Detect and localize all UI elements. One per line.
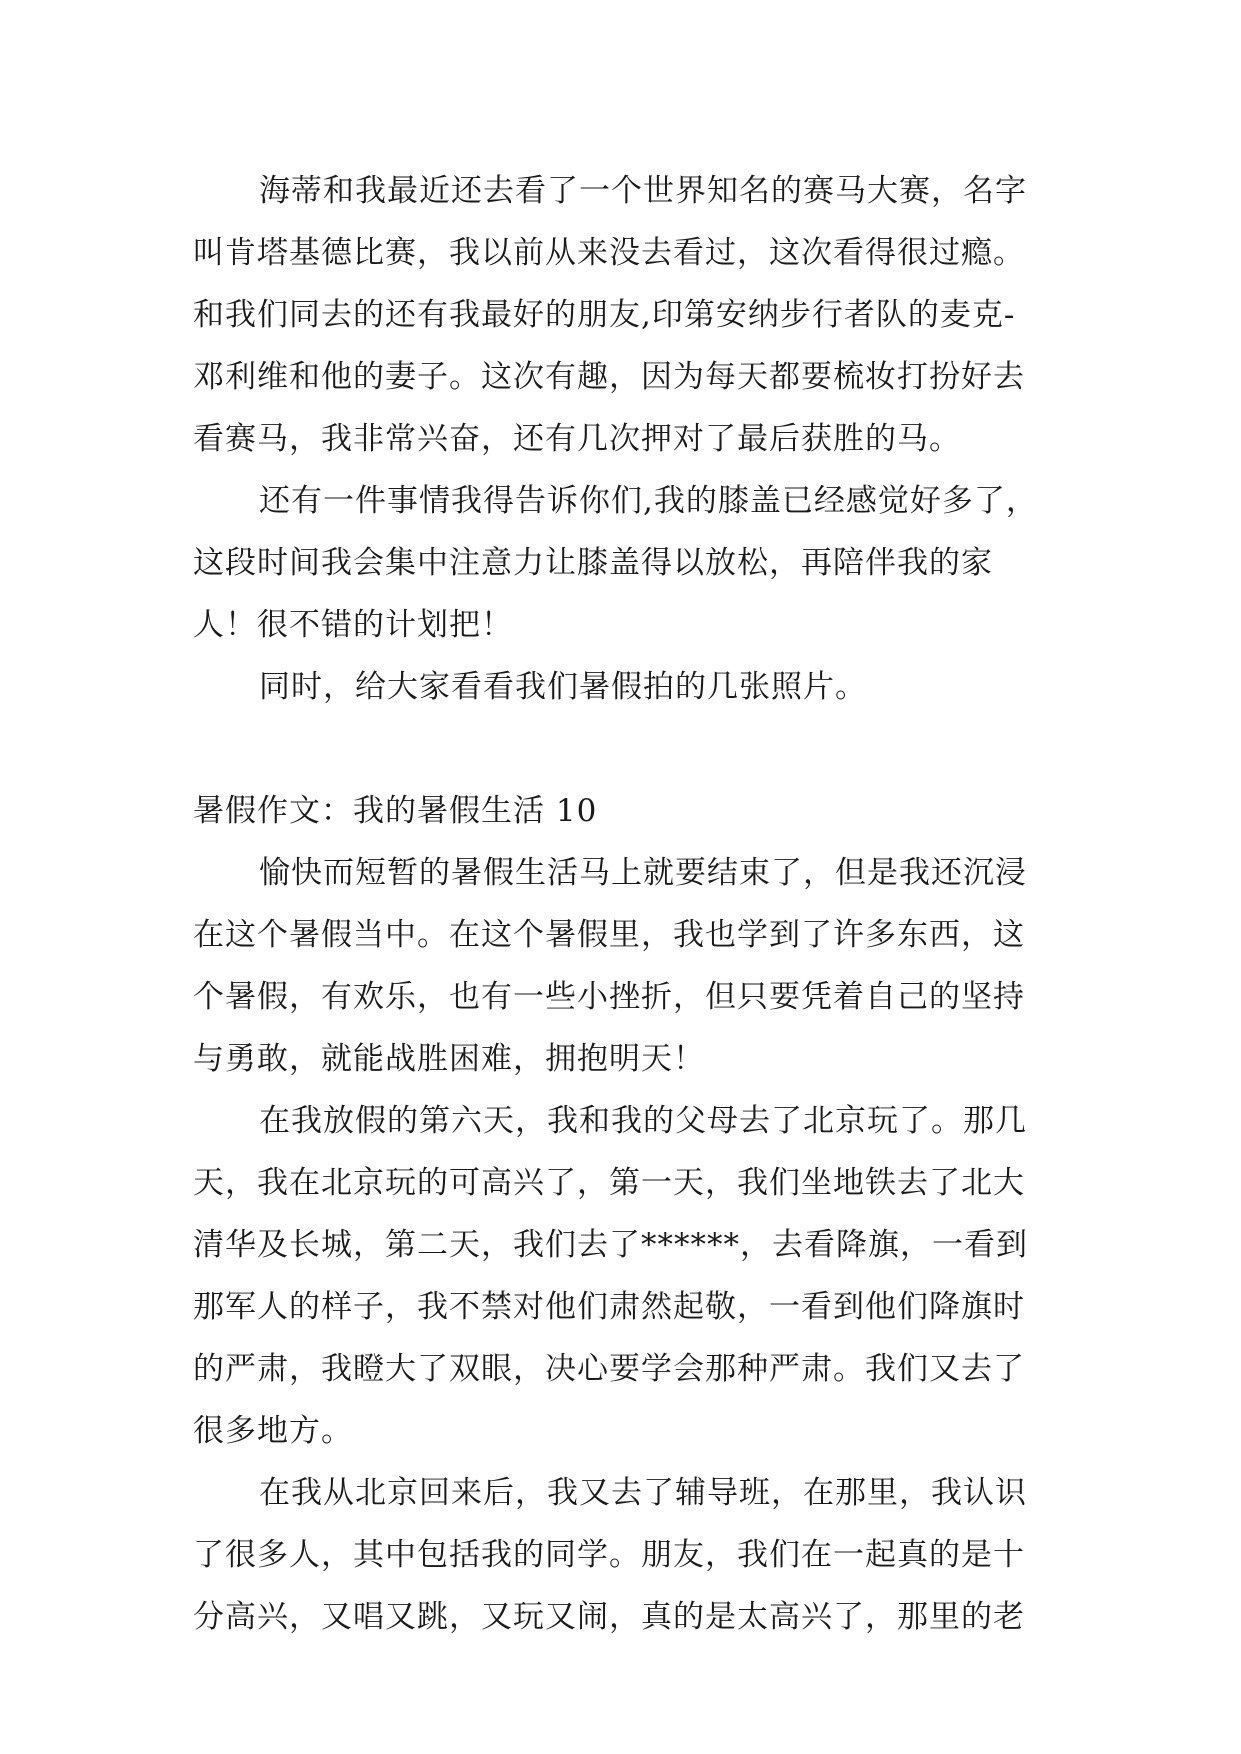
text-line: 很多地方。 xyxy=(193,1413,353,1449)
document-body xyxy=(193,160,1073,1648)
text-line: 和我们同去的还有我最好的朋友,印第安纳步行者队的麦克- xyxy=(193,297,1016,333)
paragraph-2 xyxy=(193,470,1073,656)
text-line: 这段时间我会集中注意力让膝盖得以放松，再陪伴我的家 xyxy=(193,545,993,581)
text-line: 邓利维和他的妻子。这次有趣，因为每天都要梳妆打扮好去 xyxy=(193,359,1025,395)
section-title: 暑假作文：我的暑假生活 10 xyxy=(193,793,598,829)
paragraph-3 xyxy=(193,656,1073,718)
text-line: 天，我在北京玩的可高兴了，第一天，我们坐地铁去了北大 xyxy=(193,1165,1025,1201)
paragraph-5 xyxy=(193,1090,1073,1462)
text-line: 与勇敢，就能战胜困难，拥抱明天！ xyxy=(193,1041,705,1077)
text-line: 叫肯塔基德比赛，我以前从来没去看过，这次看得很过瘾。 xyxy=(193,235,1025,271)
text-line: 看赛马，我非常兴奋，还有几次押对了最后获胜的马。 xyxy=(193,421,961,457)
text-line: 的严肃，我瞪大了双眼，决心要学会那种严肃。我们又去了 xyxy=(193,1351,1025,1387)
text-line: 了很多人，其中包括我的同学。朋友，我们在一起真的是十 xyxy=(193,1537,1025,1573)
text-line: 海蒂和我最近还去看了一个世界知名的赛马大赛，名字 xyxy=(259,173,1027,209)
text-line: 人！很不错的计划把！ xyxy=(193,607,513,643)
paragraph-6 xyxy=(193,1462,1073,1648)
text-line: 那军人的样子，我不禁对他们肃然起敬，一看到他们降旗时 xyxy=(193,1289,1025,1325)
paragraph-1 xyxy=(193,160,1073,470)
text-line: 个暑假，有欢乐，也有一些小挫折，但只要凭着自己的坚持 xyxy=(193,979,1025,1015)
blank-line xyxy=(193,718,1073,780)
text-line: 清华及长城，第二天，我们去了******，去看降旗，一看到 xyxy=(193,1227,1028,1263)
text-line: 在我放假的第六天，我和我的父母去了北京玩了。那几 xyxy=(259,1103,1027,1139)
paragraph-4 xyxy=(193,842,1073,1090)
text-line: 分高兴，又唱又跳，又玩又闹，真的是太高兴了，那里的老 xyxy=(193,1599,1025,1635)
text-line: 在这个暑假当中。在这个暑假里，我也学到了许多东西，这 xyxy=(193,917,1025,953)
text-line: 在我从北京回来后，我又去了辅导班，在那里，我认识 xyxy=(259,1475,1027,1511)
text-line: 还有一件事情我得告诉你们,我的膝盖已经感觉好多了， xyxy=(259,483,1038,519)
text-line: 愉快而短暂的暑假生活马上就要结束了，但是我还沉浸 xyxy=(259,855,1027,891)
text-line: 同时，给大家看看我们暑假拍的几张照片。 xyxy=(259,669,867,705)
